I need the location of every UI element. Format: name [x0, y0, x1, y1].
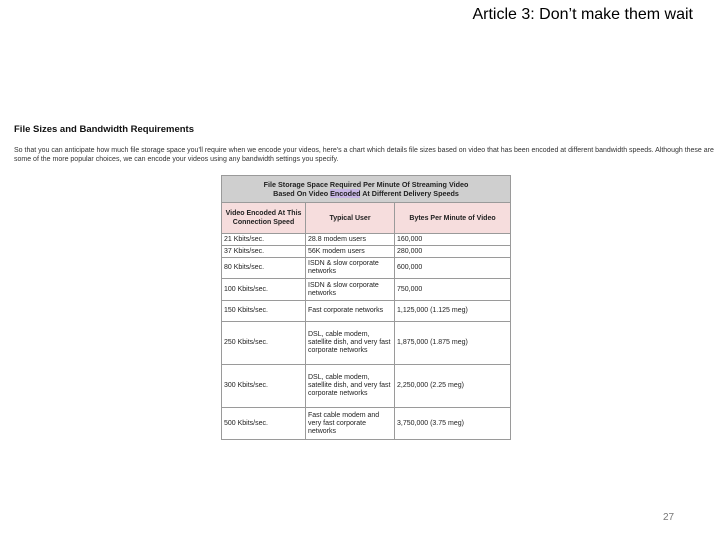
bytes-cell: 600,000 [395, 258, 511, 279]
user-cell: 28.8 modem users [306, 234, 395, 246]
table-caption-row [222, 176, 511, 203]
table-caption [222, 176, 511, 203]
speed-cell: 80 Kbits/sec. [222, 258, 306, 279]
bytes-cell: 1,875,000 (1.875 meg) [395, 322, 511, 365]
table-row [222, 258, 511, 279]
storage-table [221, 175, 511, 440]
table-header-row [222, 203, 511, 234]
intro-paragraph: So that you can anticipate how much file storage space you'll require when we encode your videos, here's a chart which details file sizes based on video that has been encoded at different bandwidth speeds. Although these are some of the more popular choices, we can encode your videos using any bandwidth settings you specify. [14, 147, 714, 163]
column-header-speed: Video Encoded At This Connection Speed [222, 203, 306, 234]
speed-cell: 150 Kbits/sec. [222, 301, 306, 322]
storage-table-container [221, 175, 510, 440]
table-row [222, 301, 511, 322]
slide-title: Article 3: Don’t make them wait [472, 6, 693, 23]
user-cell: ISDN & slow corporate networks [306, 258, 395, 279]
section-heading: File Sizes and Bandwidth Requirements [14, 124, 195, 135]
table-row [222, 322, 511, 365]
table-caption-line2-before: Based On Video [273, 189, 331, 198]
speed-cell: 21 Kbits/sec. [222, 234, 306, 246]
user-cell: DSL, cable modem, satellite dish, and very fast corporate networks [306, 365, 395, 408]
table-row [222, 234, 511, 246]
table-row [222, 365, 511, 408]
bytes-cell: 280,000 [395, 246, 511, 258]
speed-cell: 250 Kbits/sec. [222, 322, 306, 365]
column-header-bytes: Bytes Per Minute of Video [395, 203, 511, 234]
speed-cell: 300 Kbits/sec. [222, 365, 306, 408]
table-row [222, 408, 511, 440]
table-caption-line2-after: At Different Delivery Speeds [360, 189, 459, 198]
page-number: 27 [663, 512, 675, 523]
column-header-user: Typical User [306, 203, 395, 234]
user-cell: 56K modem users [306, 246, 395, 258]
bytes-cell: 1,125,000 (1.125 meg) [395, 301, 511, 322]
speed-cell: 500 Kbits/sec. [222, 408, 306, 440]
user-cell: DSL, cable modem, satellite dish, and very fast corporate networks [306, 322, 395, 365]
user-cell: ISDN & slow corporate networks [306, 279, 395, 301]
table-caption-line1: File Storage Space Required Per Minute Of Streaming Video [263, 180, 469, 189]
bytes-cell: 2,250,000 (2.25 meg) [395, 365, 511, 408]
bytes-cell: 3,750,000 (3.75 meg) [395, 408, 511, 440]
user-cell: Fast corporate networks [306, 301, 395, 322]
user-cell: Fast cable modem and very fast corporate networks [306, 408, 395, 440]
table-row [222, 279, 511, 301]
table-row [222, 246, 511, 258]
bytes-cell: 750,000 [395, 279, 511, 301]
speed-cell: 100 Kbits/sec. [222, 279, 306, 301]
bytes-cell: 160,000 [395, 234, 511, 246]
speed-cell: 37 Kbits/sec. [222, 246, 306, 258]
table-caption-highlight: Encoded [330, 189, 361, 198]
